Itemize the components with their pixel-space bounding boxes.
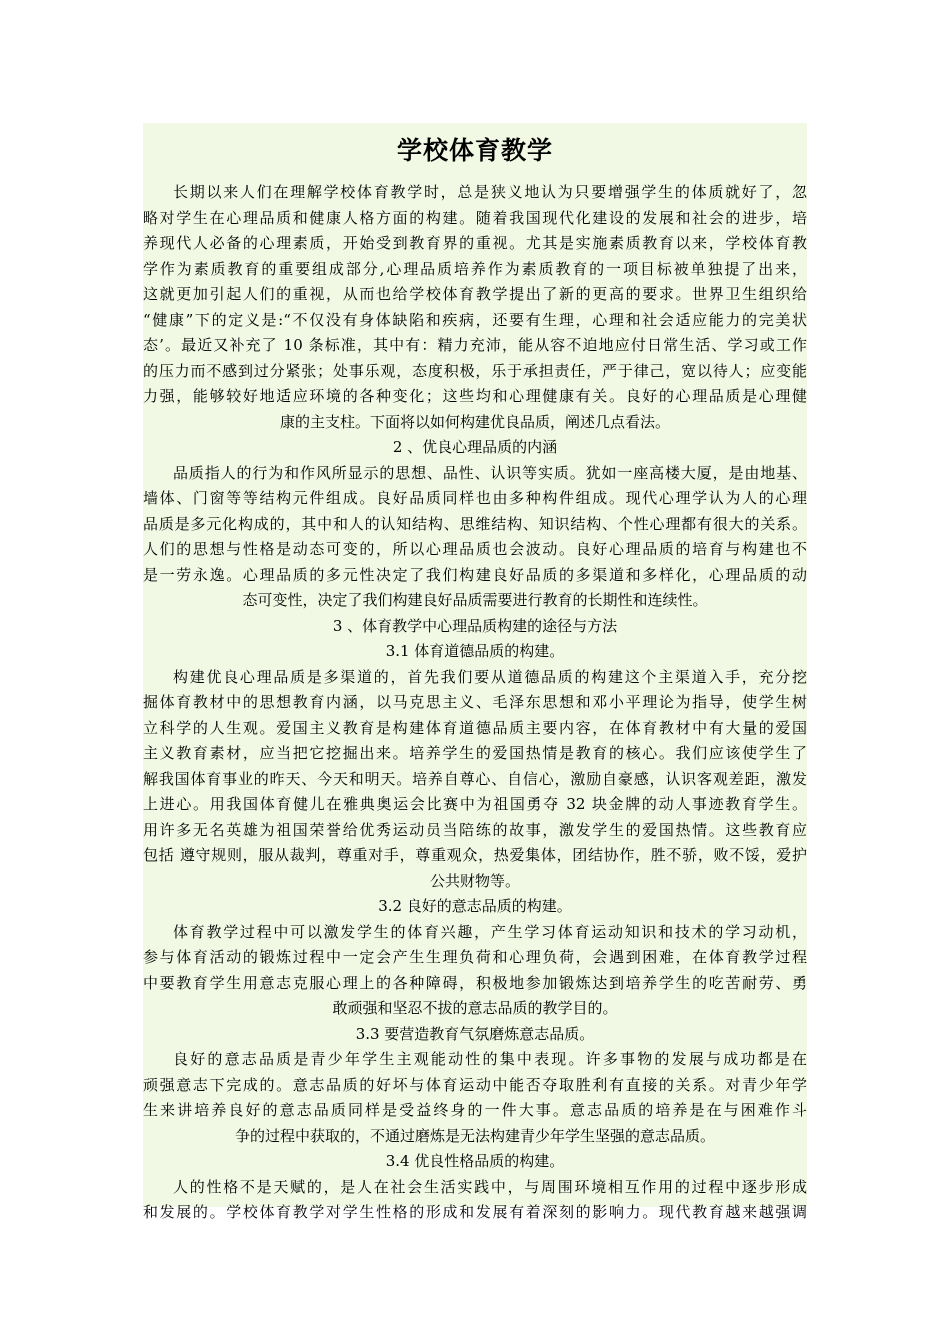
centered-text-line: 2 、优良心理品质的内涵 <box>392 438 558 456</box>
centered-text-line: 3.4 优良性格品质的构建。 <box>385 1152 565 1170</box>
paragraph-line: 人的性格不是天赋的，是人在社会生活实践中，与周围环境相互作用的过程中逐步形成 <box>173 1177 807 1196</box>
paragraph-line: 解我国体育事业的昨天、今天和明天。培养自尊心、自信心，激励自豪感，认识客观差距，激发 <box>143 769 807 788</box>
paragraph-line: 构建优良心理品质是多渠道的，首先我们要从道德品质的构建这个主渠道入手，充分挖 <box>173 667 807 686</box>
paragraph-line: 略对学生在心理品质和健康人格方面的构建。随着我国现代化建设的发展和社会的进步，培 <box>143 208 807 227</box>
paragraph-line: 和发展的。学校体育教学对学生性格的形成和发展有着深刻的影响力。现代教育越来越强调 <box>143 1203 807 1221</box>
paragraph-line: 参与体育活动的锻炼过程中一定会产生生理负荷和心理负荷，会遇到困难，在体育教学过程 <box>143 948 807 966</box>
document-title: 学校体育教学 <box>396 136 553 165</box>
paragraph-line: 人们的思想与性格是动态可变的，所以心理品质也会波动。良好心理品质的培育与构建也不 <box>143 540 807 558</box>
paragraph-line: 品质指人的行为和作风所显示的思想、品性、认识等实质。犹如一座高楼大厦，是由地基、 <box>173 463 807 482</box>
paragraph-line: 品质是多元化构成的，其中和人的认知结构、思维结构、知识结构、个性心理都有很大的关系。 <box>143 514 807 533</box>
centered-text-line: 康的主支柱。下面将以如何构建优良品质，阐述几点看法。 <box>279 412 670 431</box>
paragraph-line: 这就更加引起人们的重视，从而也给学校体育教学提出了新的更高的要求。世界卫生组织给 <box>143 285 807 303</box>
centered-text-line: 公共财物等。 <box>429 871 520 890</box>
paragraph-line: 的压力而不感到过分紧张；处事乐观，态度积极，乐于承担责任，严于律己，宽以待人；应变能 <box>143 361 807 380</box>
centered-text-line: 敢顽强和坚忍不拔的意志品质的教学目的。 <box>332 999 618 1017</box>
paragraph-line: 是一劳永逸。心理品质的多元性决定了我们构建良好品质的多渠道和多样化，心理品质的动 <box>143 565 807 584</box>
centered-text-line: 态可变性，决定了我们构建良好品质需要进行教育的长期性和连续性。 <box>242 591 708 609</box>
paragraph-line: 上进心。用我国体育健儿在雅典奥运会比赛中为祖国勇夺 32 块金牌的动人事迹教育学生。 <box>143 795 807 813</box>
paragraph-line: 主义教育素材，应当把它挖掘出来。培养学生的爱国热情是教育的核心。我们应该使学生了 <box>143 744 807 762</box>
paragraph-line: 顽强意志下完成的。意志品质的好坏与体育运动中能否夺取胜利有直接的关系。对青少年学 <box>143 1075 807 1094</box>
paragraph-line: 掘体育教材中的思想教育内涵，以马克思主义、毛泽东思想和邓小平理论为指导，使学生树 <box>143 693 807 711</box>
centered-text-line: 3.3 要营造教育气氛磨炼意志品质。 <box>355 1024 595 1043</box>
paragraph-line: 养现代人必备的心理素质，开始受到教育界的重视。尤其是实施素质教育以来，学校体育教 <box>143 234 807 252</box>
paragraph-line: 体育教学过程中可以激发学生的体育兴趣，产生学习体育运动知识和技术的学习动机， <box>173 922 807 941</box>
paragraph-line: 良好的意志品质是青少年学生主观能动性的集中表现。许多事物的发展与成功都是在 <box>173 1050 807 1068</box>
paragraph-line: 用许多无名英雄为祖国荣誉给优秀运动员当陪练的故事，激发学生的爱国热情。这些教育应 <box>143 820 807 839</box>
paragraph-line: 长期以来人们在理解学校体育教学时，总是狭义地认为只要增强学生的体质就好了，忽 <box>173 183 807 201</box>
centered-text-line: 3.1 体育道德品质的构建。 <box>385 642 565 660</box>
paragraph-line: 学作为素质教育的重要组成部分,心理品质培养作为素质教育的一项目标被单独提了出来， <box>143 259 807 278</box>
paragraph-line: 立科学的人生观。爱国主义教育是构建体育道德品质主要内容，在体育教材中有大量的爱国 <box>143 718 807 737</box>
paragraph-line: 态’。最近又补充了 10 条标准，其中有：精力充沛，能从容不迫地应付日常生活、学习或工作 <box>143 336 807 354</box>
paragraph-line: 力强，能够较好地适应环境的各种变化；这些均和心理健康有关。良好的心理品质是心理健 <box>143 387 807 405</box>
paragraph-line: 生来讲培养良好的意志品质同样是受益终身的一件大事。意志品质的培养是在与困难作斗 <box>143 1101 807 1119</box>
centered-text-line: 争的过程中获取的，不通过磨炼是无法构建青少年学生坚强的意志品质。 <box>234 1126 715 1145</box>
paragraph-line: 中要教育学生用意志克服心理上的各种障碍，积极地参加锻炼达到培养学生的吃苦耐劳、勇 <box>143 973 807 992</box>
paragraph-line: 墙体、门窗等等结构元件组成。良好品质同样也由多种构件组成。现代心理学认为人的心理 <box>143 489 807 507</box>
centered-text-line: 3 、体育教学中心理品质构建的途径与方法 <box>332 616 618 635</box>
paragraph-line: 包括 遵守规则，服从裁判，尊重对手，尊重观众，热爱集体，团结协作，胜不骄，败不馁，爱护 <box>143 846 807 864</box>
centered-text-line: 3.2 良好的意志品质的构建。 <box>378 897 572 915</box>
paragraph-line: “健康”下的定义是:“不仅没有身体缺陷和疾病，还要有生理，心理和社会适应能力的完美状 <box>143 310 807 329</box>
document-page <box>143 123 807 1221</box>
